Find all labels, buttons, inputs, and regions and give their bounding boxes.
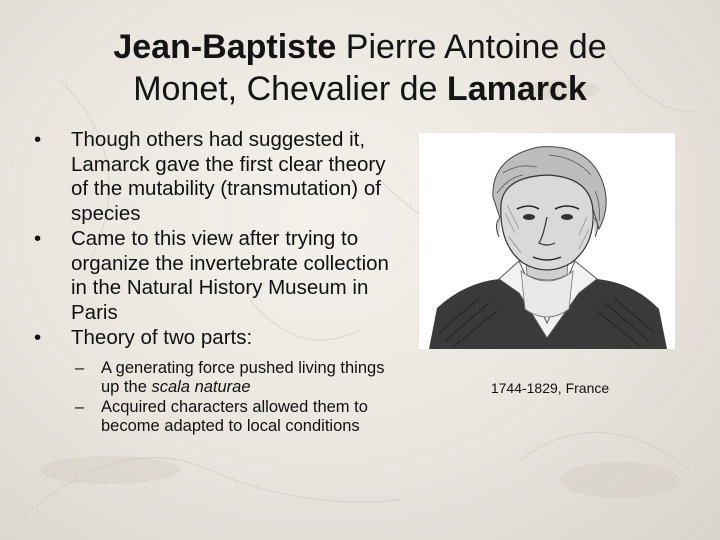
dash-icon: – bbox=[75, 397, 85, 416]
bullet-dot-icon: • bbox=[34, 128, 42, 151]
bullet-dot-icon: • bbox=[34, 326, 42, 349]
title-name-rest: Pierre Antoine de bbox=[336, 28, 607, 66]
sub-bullet-text-part: A generating force pushed living things up the bbox=[101, 358, 385, 396]
sub-bullet-item bbox=[71, 359, 394, 398]
sub-bullet-text bbox=[101, 359, 384, 397]
title-name-bold: Jean-Baptiste bbox=[113, 28, 337, 66]
portrait-image bbox=[419, 133, 675, 349]
bullet-item bbox=[34, 128, 394, 226]
bullet-text: Though others had suggested it, Lamarck gave the first clear theory of the mutability (transmutation) of species bbox=[71, 128, 386, 225]
sub-bullet-italic-term: scala naturae bbox=[151, 378, 251, 396]
portrait-engraving-icon bbox=[419, 133, 675, 349]
bullet-dot-icon: • bbox=[34, 227, 42, 250]
bullet-item bbox=[34, 326, 394, 351]
portrait-caption: 1744-1829, France bbox=[490, 380, 610, 396]
title-surname-bold: Lamarck bbox=[446, 70, 587, 108]
sub-bullet-item bbox=[71, 398, 394, 437]
bullet-item bbox=[34, 227, 394, 325]
bullet-text: Came to this view after trying to organize the invertebrate collection in the Natural History Museum in Paris bbox=[71, 227, 389, 324]
title-line-2 bbox=[40, 68, 680, 110]
title-line2-rest: Monet, Chevalier de bbox=[133, 70, 447, 108]
bullet-text: Theory of two parts: bbox=[71, 326, 253, 349]
dash-icon: – bbox=[75, 358, 85, 377]
sub-bullet-list bbox=[71, 359, 394, 437]
slide-title bbox=[40, 26, 680, 110]
bullet-list bbox=[34, 128, 394, 437]
sub-bullet-text: Acquired characters allowed them to become adapted to local conditions bbox=[101, 397, 368, 435]
title-line-1 bbox=[40, 26, 680, 68]
